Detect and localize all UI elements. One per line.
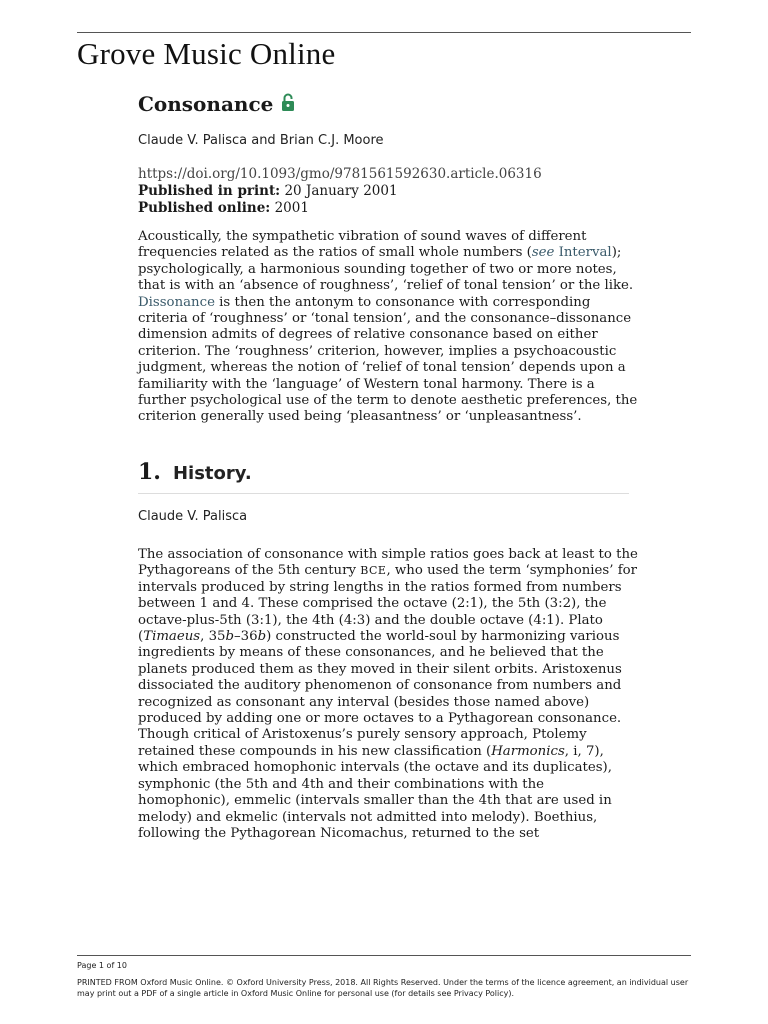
published-print	[138, 183, 542, 200]
section-author: Claude V. Palisca	[138, 509, 248, 524]
interval-link[interactable]: Interval	[558, 245, 612, 261]
intro-paragraph: Acoustically, the sympathetic vibration of sound waves of different frequencies related as the ratios of small whole numbers (see Interval); psychologically, a harmonious sounding together of two or more notes, that is with an ‘absence of roughness’, ‘relief of tonal tension’ or the like. Dissonance is then the antonym to consonance with corresponding criteria of ‘roughness’ or ‘tonal tension’, and the consonance–dissonance dimension admits of degrees of relative consonance based on either criterion. The ‘roughness’ criterion, however, implies a psychoacoustic judgment, whereas the notion of ‘relief of tonal tension’ depends upon a familiarity with the ‘language’ of Western tonal harmony. There is a further psychological use of the term to denote aesthetic preferences, the criterion generally used being ‘pleasantness’ or ‘unpleasantness’.	[138, 229, 638, 425]
harmonics-title: Harmonics	[491, 743, 565, 759]
section-number: 1.	[138, 459, 161, 485]
article-title	[138, 92, 295, 116]
bce-text: BCE	[360, 564, 387, 578]
published-print-value: 20 January 2001	[284, 183, 398, 199]
dissonance-link[interactable]: Dissonance	[138, 294, 215, 310]
page-number: Page 1 of 10	[77, 961, 127, 970]
article-title-text: Consonance	[138, 92, 274, 116]
top-divider	[77, 32, 691, 33]
footer-copyright: PRINTED FROM Oxford Music Online. © Oxford University Press, 2018. All Rights Reserved. Under the terms of the licence agreement, an individual user may print out a PDF of a single article in Oxford Music Online for personal use (for details see Privacy Policy).	[77, 978, 689, 998]
section-heading-history	[138, 459, 629, 485]
history-paragraph: The association of consonance with simple ratios goes back at least to the Pythagoreans of the 5th century BCE, who used the term ‘symphonies’ for intervals produced by string lengths in the ratios formed from numbers between 1 and 4. These comprised the octave (2:1), the 5th (3:2), the octave-plus-5th (3:1), the 4th (4:3) and the double octave (4:1). Plato (Timaeus, 35b–36b) constructed the world-soul by harmonizing various ingredients by means of these consonances, and he believed that the planets produced them as they moved in their silent orbits. Aristoxenus dissociated the auditory phenomenon of consonance from numbers and recognized as consonant any interval (besides those named above) produced by adding one or more octaves to a Pythagorean consonance. Though critical of Aristoxenus’s purely sensory approach, Ptolemy retained these compounds in his new classification (Harmonics, i, 7), which embraced homophonic intervals (the octave and its duplicates), symphonic (the 5th and 4th and their combinations with the homophonic), emmelic (intervals smaller than the 4th that are used in melody) and ekmelic (intervals not admitted into melody). Boethius, following the Pythagorean Nicomachus, returned to the set	[138, 547, 638, 841]
section-divider	[138, 493, 629, 494]
open-access-lock-icon	[281, 93, 295, 112]
doi-link[interactable]: https://doi.org/10.1093/gmo/9781561592630.article.06316	[138, 166, 542, 182]
bottom-divider	[77, 955, 691, 956]
article-authors: Claude V. Palisca and Brian C.J. Moore	[138, 133, 384, 148]
timaeus-title: Timaeus	[143, 629, 201, 645]
published-online-label: Published online:	[138, 200, 271, 216]
section-title: History.	[172, 463, 252, 484]
published-online-value: 2001	[274, 200, 309, 216]
publication-meta	[138, 166, 542, 217]
site-title[interactable]: Grove Music Online	[77, 36, 336, 71]
published-print-label: Published in print:	[138, 183, 281, 199]
see-text: see	[531, 245, 555, 261]
published-online	[138, 200, 542, 217]
